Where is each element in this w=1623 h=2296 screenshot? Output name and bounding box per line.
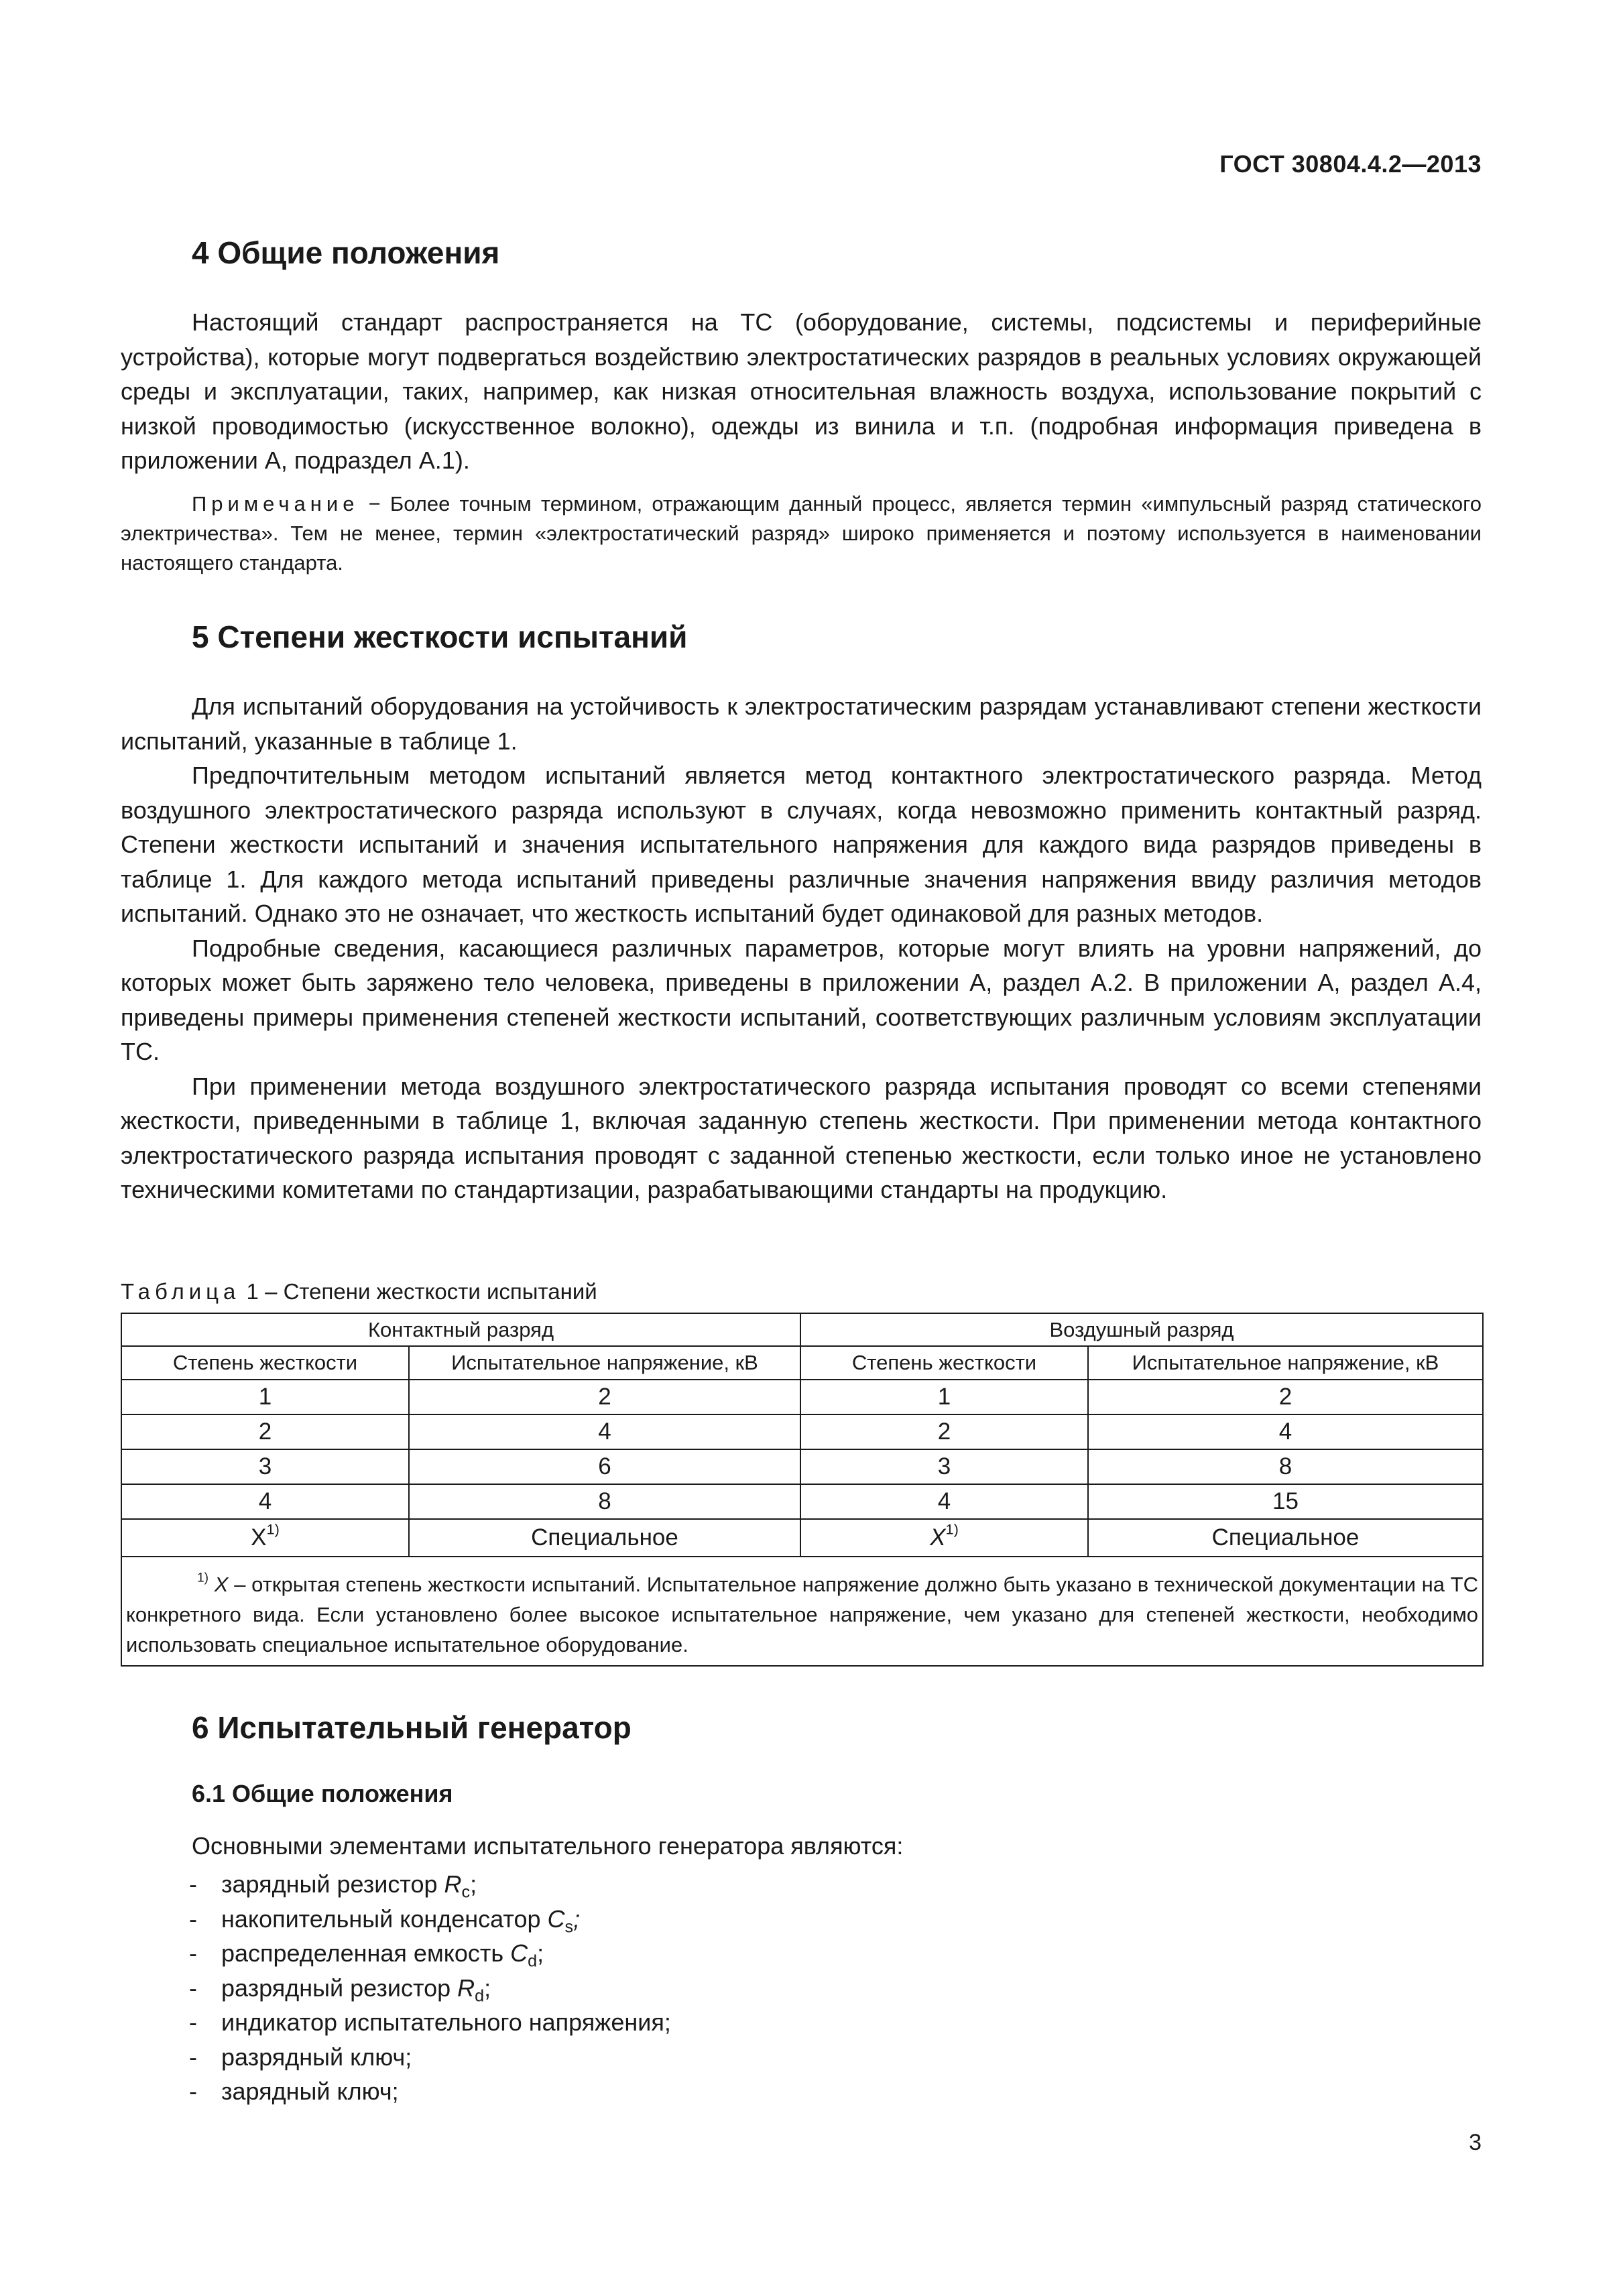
column-header: Степень жесткости — [121, 1346, 409, 1380]
list-dash: - — [189, 1905, 197, 1933]
table-cell: 3 — [800, 1449, 1088, 1484]
section-5-title: 5 Степени жесткости испытаний — [192, 619, 688, 654]
table-caption-label: Таблица — [121, 1279, 241, 1304]
table-cell: 4 — [409, 1414, 800, 1449]
table-cell: 15 — [1088, 1484, 1483, 1519]
table-group-header-row — [121, 1313, 1483, 1346]
list-dash: - — [189, 2043, 197, 2071]
footnote-mark: 1) — [197, 1571, 209, 1585]
special-level-cell — [121, 1519, 409, 1557]
table-footnote — [121, 1557, 1483, 1666]
table-cell: 2 — [800, 1414, 1088, 1449]
table-cell: 6 — [409, 1449, 800, 1484]
table-footnote-row — [121, 1557, 1483, 1666]
note-text: − Более точным термином, отражающим данный процесс, является термин «импульсный разряд статического электричества». Тем не менее, термин «электростатический разряд» широко применяется и поэтому используется в наименовании настоящего стандарта. — [121, 492, 1482, 575]
list-dash: - — [189, 1974, 197, 2002]
footnote-ref: 1) — [945, 1520, 959, 1538]
symbol: C — [547, 1905, 565, 1933]
section-4-paragraph: Настоящий стандарт распространяется на ТС (оборудование, системы, подсистемы и периферийные устройства), которые могут подвергаться воздействию электростатических разрядов в реальных условиях окружающей среды и эксплуатации, таких, например, как низкая относительная влажность воздуха, использование покрытий с низкой проводимостью (искусственное волокно), одежды из винила и т.п. (подробная информация приведена в приложении А, подраздел А.1). — [121, 308, 1482, 474]
table-1-caption — [121, 1279, 597, 1305]
symbol-subscript: d — [475, 1986, 485, 2006]
list-item — [121, 2005, 671, 2040]
symbol-subscript: c — [461, 1882, 471, 1902]
symbol: R — [457, 1974, 475, 2002]
symbol: C — [510, 1939, 528, 1967]
footnote-text: – открытая степень жесткости испытаний. Испытательное напряжение должно быть указано в технической документации на ТС конкретного вида. Если установлено более высокое испытательное напряжение, чем указано для степеней жесткости, необходимо использовать специальное испытательное оборудование. — [126, 1573, 1479, 1656]
generator-elements-list — [121, 1867, 671, 2109]
severity-levels-table — [121, 1313, 1484, 1667]
list-item-tail: ; — [573, 1905, 581, 1933]
special-voltage-cell: Специальное — [1088, 1519, 1483, 1557]
section-6-title: 6 Испытательный генератор — [192, 1710, 632, 1745]
table-cell: 4 — [1088, 1414, 1483, 1449]
table-cell: 1 — [800, 1380, 1088, 1414]
list-intro: Основными элементами испытательного генератора являются: — [192, 1832, 904, 1860]
column-header: Степень жесткости — [800, 1346, 1088, 1380]
list-item-tail: ; — [484, 1974, 491, 2002]
page-number: 3 — [1469, 2130, 1482, 2155]
table-row — [121, 1484, 1483, 1519]
special-level-symbol: X — [251, 1524, 267, 1551]
list-item-text: накопительный конденсатор — [221, 1905, 548, 1933]
table-cell: 2 — [121, 1414, 409, 1449]
list-dash: - — [189, 2008, 197, 2036]
special-level-cell — [800, 1519, 1088, 1557]
section-4-title: 4 Общие положения — [192, 235, 500, 270]
special-voltage-cell: Специальное — [409, 1519, 800, 1557]
group-header-air: Воздушный разряд — [800, 1313, 1483, 1346]
list-item — [121, 2074, 671, 2109]
section-5-paragraph: Подробные сведения, касающиеся различных параметров, которые могут влиять на уровни напряжений, до которых может быть заряжено тело человека, приведены в приложении А, раздел А.2. В приложении А, раздел А.4, приведены примеры применения степеней жесткости испытаний, соответствующих различным условиям эксплуатации ТС. — [121, 934, 1482, 1065]
document-code: ГОСТ 30804.4.2—2013 — [1219, 150, 1482, 178]
list-dash: - — [189, 2077, 197, 2105]
symbol-subscript: s — [564, 1917, 574, 1937]
list-item — [121, 1902, 671, 1937]
table-cell: 2 — [1088, 1380, 1483, 1414]
list-item — [121, 1936, 671, 1971]
table-caption-text: 1 – Степени жесткости испытаний — [240, 1279, 597, 1304]
list-item-text: индикатор испытательного напряжения; — [221, 2008, 671, 2036]
list-item — [121, 1867, 671, 1902]
footnote-ref: 1) — [266, 1520, 280, 1538]
table-cell: 2 — [409, 1380, 800, 1414]
list-item-text: зарядный резистор — [221, 1870, 444, 1898]
table-cell: 4 — [800, 1484, 1088, 1519]
list-item-text: разрядный резистор — [221, 1974, 458, 2002]
section-5-paragraph: При применении метода воздушного электростатического разряда испытания проводят со всеми степенями жесткости, приведенными в таблице 1, включая заданную степень жесткости. При применении метода контактного электростатического разряда испытания проводят с заданной степенью жесткости, если только иное не установлено техническими комитетами по стандартизации, разрабатывающими стандарты на продукцию. — [121, 1072, 1482, 1203]
table-cell: 8 — [1088, 1449, 1483, 1484]
list-dash: - — [189, 1939, 197, 1967]
symbol-subscript: d — [528, 1951, 538, 1971]
section-5-paragraph: Для испытаний оборудования на устойчивость к электростатическим разрядам устанавливают степени жесткости испытаний, указанные в таблице 1. — [121, 692, 1482, 755]
list-item — [121, 1971, 671, 2006]
section-4-body — [121, 305, 1482, 478]
list-item-tail: ; — [537, 1939, 544, 1967]
note-label: Примечание — [192, 492, 359, 516]
special-level-symbol: X — [930, 1524, 946, 1551]
table-cell: 8 — [409, 1484, 800, 1519]
list-item-text: распределенная емкость — [221, 1939, 511, 1967]
table-row — [121, 1449, 1483, 1484]
footnote-symbol: X — [214, 1573, 229, 1596]
table-column-header-row — [121, 1346, 1483, 1380]
symbol: R — [444, 1870, 462, 1898]
list-item-tail: ; — [470, 1870, 477, 1898]
table-row-special — [121, 1519, 1483, 1557]
list-item — [121, 2040, 671, 2075]
column-header: Испытательное напряжение, кВ — [1088, 1346, 1483, 1380]
list-item-text: зарядный ключ; — [221, 2077, 399, 2105]
section-5-body — [121, 689, 1482, 1207]
subsection-6-1-title: 6.1 Общие положения — [192, 1780, 453, 1807]
list-item-text: разрядный ключ; — [221, 2043, 412, 2071]
column-header: Испытательное напряжение, кВ — [409, 1346, 800, 1380]
group-header-contact: Контактный разряд — [121, 1313, 800, 1346]
list-dash: - — [189, 1870, 197, 1898]
table-row — [121, 1380, 1483, 1414]
section-5-paragraph: Предпочтительным методом испытаний является метод контактного электростатического разряда. Метод воздушного электростатического разряда используют в случаях, когда невозможно применить контактный разряд. Степени жесткости испытаний и значения испытательного напряжения для каждого вида разрядов приведены в таблице 1. Для каждого метода испытаний приведены различные значения напряжения ввиду различия методов испытаний. Однако это не означает, что жесткость испытаний будет одинаковой для разных методов. — [121, 762, 1482, 927]
section-4-note — [121, 489, 1482, 578]
table-cell: 4 — [121, 1484, 409, 1519]
table-cell: 3 — [121, 1449, 409, 1484]
table-row — [121, 1414, 1483, 1449]
table-cell: 1 — [121, 1380, 409, 1414]
